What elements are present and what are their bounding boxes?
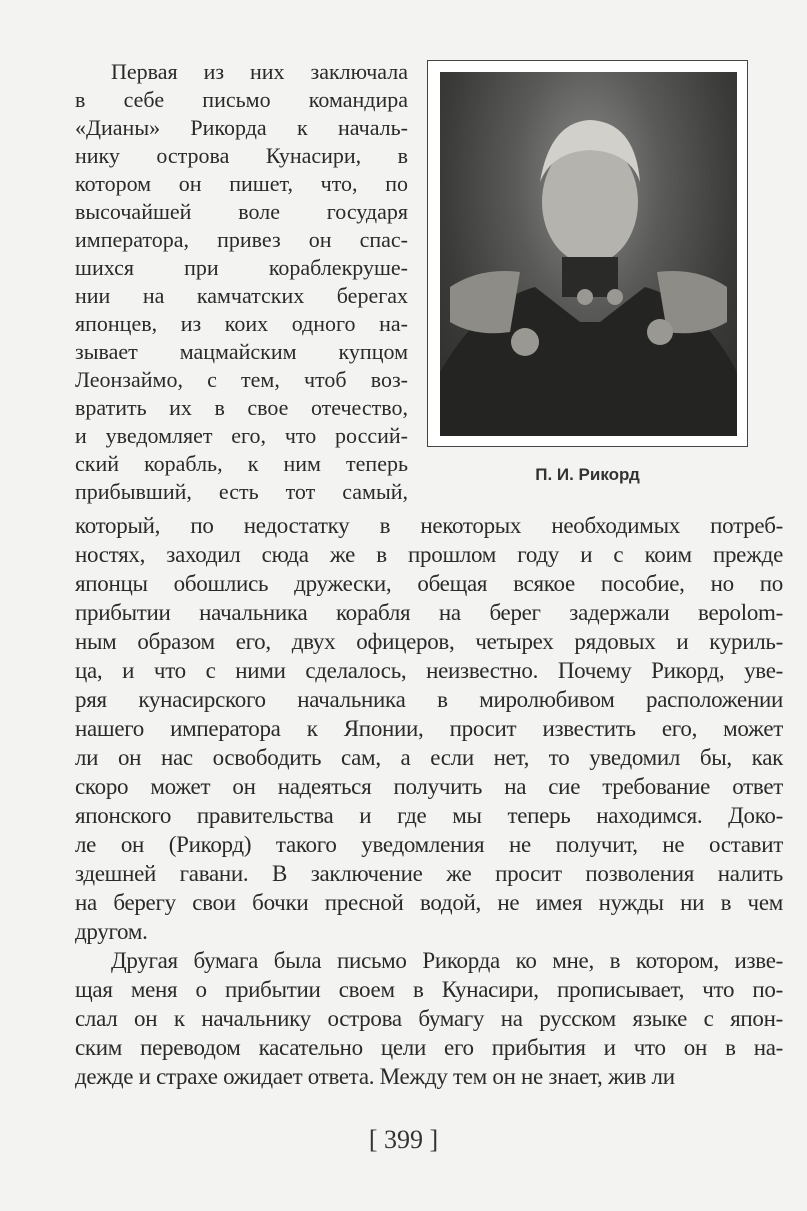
text-line: ностях, заходил сюда же в прошлом году и с коим прежде xyxy=(75,542,783,567)
text-line: «Дианы» Рикорда к началь- xyxy=(75,115,408,140)
text-line: и уведомляет его, что россий- xyxy=(75,423,408,448)
text-line: вратить их в свое отечество, xyxy=(75,395,408,420)
portrait-figure xyxy=(427,60,748,447)
text-line: другом. xyxy=(75,919,148,944)
text-line: ли он нас освободить сам, а если нет, то уведомил бы, как xyxy=(75,745,783,770)
text-line: императора, привез он спас- xyxy=(75,227,408,252)
text-line: слал он к начальнику острова бумагу на русском языке с япон- xyxy=(75,1006,783,1031)
text-line: ца, и что с ними сделалось, неизвестно. Почему Рикорд, уве- xyxy=(75,658,783,683)
text-line: ряя кунасирского начальника в миролюбивом расположении xyxy=(75,687,783,712)
text-line: ным образом его, двух офицеров, четырех рядовых и куриль- xyxy=(75,629,783,654)
text-line: нии на камчатских берегах xyxy=(75,283,408,308)
figure-caption: П. И. Рикорд xyxy=(535,465,640,484)
text-line: Другая бумага была письмо Рикорда ко мне, в котором, изве- xyxy=(111,948,783,973)
text-line: дежде и страхе ожидает ответа. Между тем он не знает, жив ли xyxy=(75,1064,675,1089)
portrait-image xyxy=(440,72,737,436)
text-line: японского правительства и где мы теперь находимся. Доко- xyxy=(75,803,783,828)
text-line: японцев, из коих одного на- xyxy=(75,311,408,336)
text-line: на берегу свои бочки пресной водой, не имея нужды ни в чем xyxy=(75,890,783,915)
text-line: скоро может он надеяться получить на сие требование ответ xyxy=(75,774,783,799)
text-line: щая меня о прибытии своем в Кунасири, прописывает, что по- xyxy=(75,977,783,1002)
text-line: нику острова Кунасири, в xyxy=(75,143,408,168)
text-line: ский корабль, к ним теперь xyxy=(75,451,408,476)
page-number: [ 399 ] xyxy=(368,1125,439,1154)
text-line: котором он пишет, что, по xyxy=(75,171,408,196)
text-line: зывает мацмайским купцом xyxy=(75,339,408,364)
text-line: прибывший, есть тот самый, xyxy=(75,479,408,504)
text-line: ле он (Рикорд) такого уведомления не получит, не оставит xyxy=(75,832,783,857)
text-line: Леонзаймо, с тем, чтоб воз- xyxy=(75,367,408,392)
text-line: который, по недостатку в некоторых необходимых потреб- xyxy=(75,513,783,538)
text-line: Первая из них заключала xyxy=(111,59,408,84)
text-line: прибытии начальника корабля на берег задержали верolom- xyxy=(75,600,783,625)
text-line: ским переводом касательно цели его прибытия и что он в на- xyxy=(75,1035,783,1060)
text-line: шихся при кораблекруше- xyxy=(75,255,408,280)
text-line: высочайшей воле государя xyxy=(75,199,408,224)
text-line: здешней гавани. В заключение же просит позволения налить xyxy=(75,861,783,886)
text-line: нашего императора к Японии, просит известить его, может xyxy=(75,716,783,741)
portrait-illustration xyxy=(440,72,737,436)
text-line: в себе письмо командира xyxy=(75,87,408,112)
text-line: японцы обошлись дружески, обещая всякое пособие, но по xyxy=(75,571,783,596)
